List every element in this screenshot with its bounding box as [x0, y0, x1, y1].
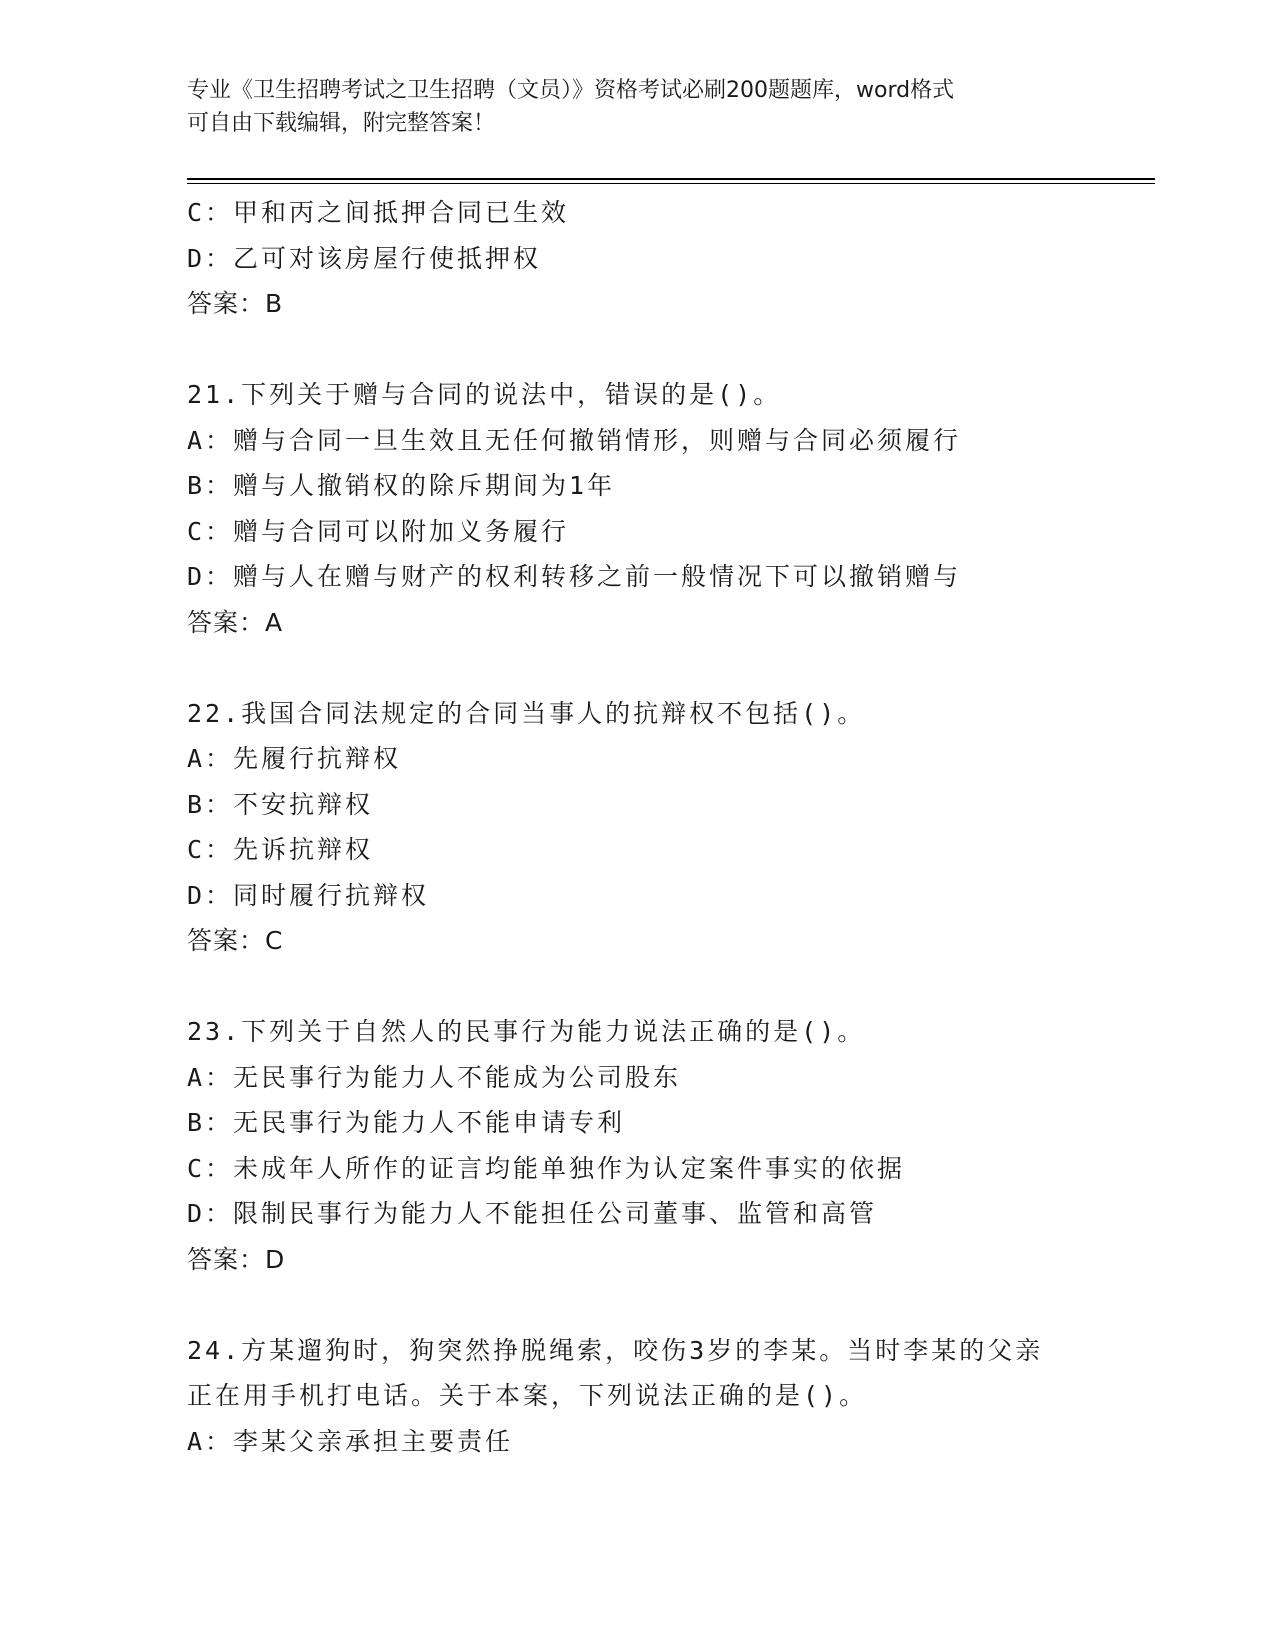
header-title-line-2: 可自由下载编辑，附完整答案！ [187, 111, 496, 136]
answer-line: 答案：D [187, 1244, 286, 1274]
option-d: D：赠与人在赠与财产的权利转移之前一般情况下可以撤销赠与 [187, 562, 962, 591]
spacer [187, 327, 1147, 373]
answer-line: 答案：A [187, 607, 284, 637]
option-a: A：先履行抗辩权 [187, 744, 402, 773]
answer-line: 答案：B [187, 289, 284, 318]
spacer [187, 1282, 1147, 1328]
question-list [187, 190, 1147, 1464]
spacer [187, 645, 1147, 691]
question-stem-continued: 正在用手机打电话。关于本案，下列说法正确的是()。 [187, 1381, 868, 1410]
header-divider-thin [187, 183, 1155, 184]
option-d: D：同时履行抗辩权 [187, 880, 430, 910]
option-a: A：李某父亲承担主要责任 [187, 1426, 514, 1456]
option-c: C：未成年人所作的证言均能单独作为认定案件事实的依据 [187, 1153, 906, 1183]
question-stem: 24.方某遛狗时，狗突然挣脱绳索，咬伤3岁的李某。当时李某的父亲 [187, 1335, 1044, 1365]
option-b: B：无民事行为能力人不能申请专利 [187, 1108, 626, 1137]
option-d: D：限制民事行为能力人不能担任公司董事、监管和高管 [187, 1199, 878, 1228]
option-c: C：赠与合同可以附加义务履行 [187, 516, 570, 546]
spacer [187, 964, 1147, 1010]
option-a: A：赠与合同一旦生效且无任何撤销情形，则赠与合同必须履行 [187, 425, 962, 455]
option-d: D：乙可对该房屋行使抵押权 [187, 243, 542, 273]
option-b: B：赠与人撤销权的除斥期间为1年 [187, 471, 616, 500]
answer-line: 答案：C [187, 926, 284, 955]
option-a: A：无民事行为能力人不能成为公司股东 [187, 1062, 682, 1092]
question-stem: 23.下列关于自然人的民事行为能力说法正确的是()。 [187, 1017, 866, 1046]
option-c: C：甲和丙之间抵押合同已生效 [187, 198, 570, 227]
option-c: C：先诉抗辩权 [187, 835, 374, 864]
question-stem: 21.下列关于赠与合同的说法中，错误的是()。 [187, 380, 782, 409]
header-divider-thick [187, 178, 1155, 180]
header-title-line-1: 专业《卫生招聘考试之卫生招聘（文员）》资格考试必刷200题题库，word格式 [187, 78, 955, 103]
question-stem: 22.我国合同法规定的合同当事人的抗辩权不包括()。 [187, 698, 866, 728]
option-b: B：不安抗辩权 [187, 789, 374, 819]
document-header [187, 74, 1087, 140]
